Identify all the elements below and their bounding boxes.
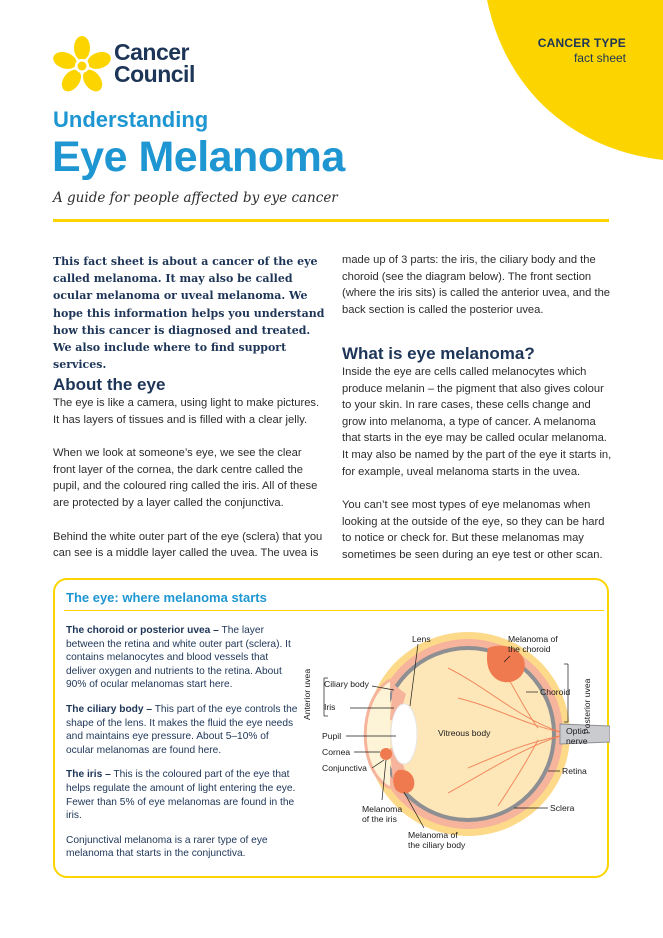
melanoma-iris-spot xyxy=(380,748,392,760)
ciliary-text: This part of the eye controls the shape of the lens. It makes the fluid the eye needs and maintains eye pressure. About 5–10% of ocular melanomas are found here. xyxy=(66,703,298,756)
daffodil-logo-icon xyxy=(52,36,112,94)
label-ciliary-body: Ciliary body xyxy=(324,679,369,689)
label-melanoma-iris-2: of the iris xyxy=(362,814,397,824)
heading-what-is-eye-melanoma: What is eye melanoma? xyxy=(342,344,535,363)
page-title: Eye Melanoma xyxy=(52,133,345,181)
label-melanoma-choroid-1: Melanoma of xyxy=(508,634,558,644)
title-divider xyxy=(53,219,609,222)
title-understanding: Understanding xyxy=(53,107,209,132)
brand-name xyxy=(114,41,195,85)
label-pupil: Pupil xyxy=(322,731,342,741)
about-paragraph-3: Behind the white outer part of the eye (sclera) that you can see is a middle layer called the uvea. The uvea is xyxy=(53,530,323,560)
iris-term: The iris – xyxy=(66,769,111,781)
label-vitreous-body: Vitreous body xyxy=(438,728,491,738)
label-optic-1: Optic xyxy=(566,726,587,736)
what-is-paragraph-2: You can’t see most types of eye melanomas when looking at the outside of the eye, so they can be hard to notice or check for. But these melanomas may sometimes be seen during an eye test or other scan. xyxy=(342,499,605,561)
ciliary-term: The ciliary body – xyxy=(66,703,153,715)
choroid-term: The choroid or posterior uvea – xyxy=(66,625,219,636)
label-iris: Iris xyxy=(324,702,336,712)
label-posterior-uvea: Posterior uvea xyxy=(582,678,592,734)
label-anterior-uvea: Anterior uvea xyxy=(302,668,312,720)
what-is-section xyxy=(342,364,614,564)
brand-line-2: Council xyxy=(114,61,195,87)
choroid-description xyxy=(66,624,298,692)
conjunctival-note: Conjunctival melanoma is a rarer type of eye melanoma that starts in the conjunctiva. xyxy=(66,834,268,860)
intro-paragraph: This fact sheet is about a cancer of the eye called melanoma. It may also be called ocular melanoma or uveal melanoma. We hope this information helps you understand how this cancer is diagnosed and treated. We also include where to find support services. xyxy=(53,255,325,372)
label-cornea: Cornea xyxy=(322,747,351,757)
lens xyxy=(391,704,417,764)
label-melanoma-ciliary-2: the ciliary body xyxy=(408,840,466,850)
iris-description xyxy=(66,768,298,822)
label-optic-2: nerve xyxy=(566,736,588,746)
about-paragraph-2: When we look at someone’s eye, we see the clear front layer of the cornea, the dark centre called the pupil, and the coloured ring called the iris. All of these are protected by a layer called the conjunctiva. xyxy=(53,447,318,509)
uvea-continuation: made up of 3 parts: the iris, the ciliary body and the choroid (see the diagram below). The front section (where the iris sits) is called the anterior uvea, and the back section is called the posterior uvea. xyxy=(342,254,611,316)
label-melanoma-choroid-2: the choroid xyxy=(508,644,551,654)
label-retina: Retina xyxy=(562,766,587,776)
label-lens: Lens xyxy=(412,634,431,644)
document-type-label xyxy=(538,36,626,66)
what-is-paragraph-1: Inside the eye are cells called melanocytes which produce melanin – the pigment that also gives colour to your skin. In rare cases, these cells change and grow into melanoma, a type of cancer. A melanoma that starts in the eye may be called ocular melanoma. It may also be named by the part of the eye it starts in, for example, uveal melanoma starts in the uvea. xyxy=(342,366,612,478)
label-conjunctiva: Conjunctiva xyxy=(322,763,367,773)
corner-decoration xyxy=(487,0,663,160)
eye-diagram xyxy=(298,628,610,858)
type-line-1: CANCER TYPE xyxy=(537,36,626,50)
info-box-text xyxy=(66,624,298,872)
label-sclera: Sclera xyxy=(550,803,575,813)
ciliary-description xyxy=(66,703,298,757)
label-melanoma-iris-1: Melanoma xyxy=(362,804,403,814)
info-box-title: The eye: where melanoma starts xyxy=(66,590,267,605)
about-paragraph-1: The eye is like a camera, using light to make pictures. It has layers of tissues and is filled with a clear jelly. xyxy=(53,397,320,426)
label-melanoma-ciliary-1: Melanoma of xyxy=(408,830,458,840)
brand-line-1: Cancer xyxy=(114,39,189,65)
tagline: A guide for people affected by eye cancer xyxy=(53,190,338,206)
type-line-2: fact sheet xyxy=(573,51,626,65)
info-box-divider xyxy=(64,610,604,611)
label-choroid: Choroid xyxy=(540,687,571,697)
choroid-text: The layer between the retina and white outer part (sclera). It contains melanocytes and blood vessels that deliver oxygen and nutrients to the retina. About 90% of ocular melanomas start here. xyxy=(66,625,291,691)
heading-about-the-eye: About the eye xyxy=(53,375,166,394)
iris-text: This is the coloured part of the eye that helps regulate the amount of light entering the eye. Fewer than 5% of eye melanomas are found in the iris. xyxy=(66,769,296,822)
about-section xyxy=(53,395,325,562)
